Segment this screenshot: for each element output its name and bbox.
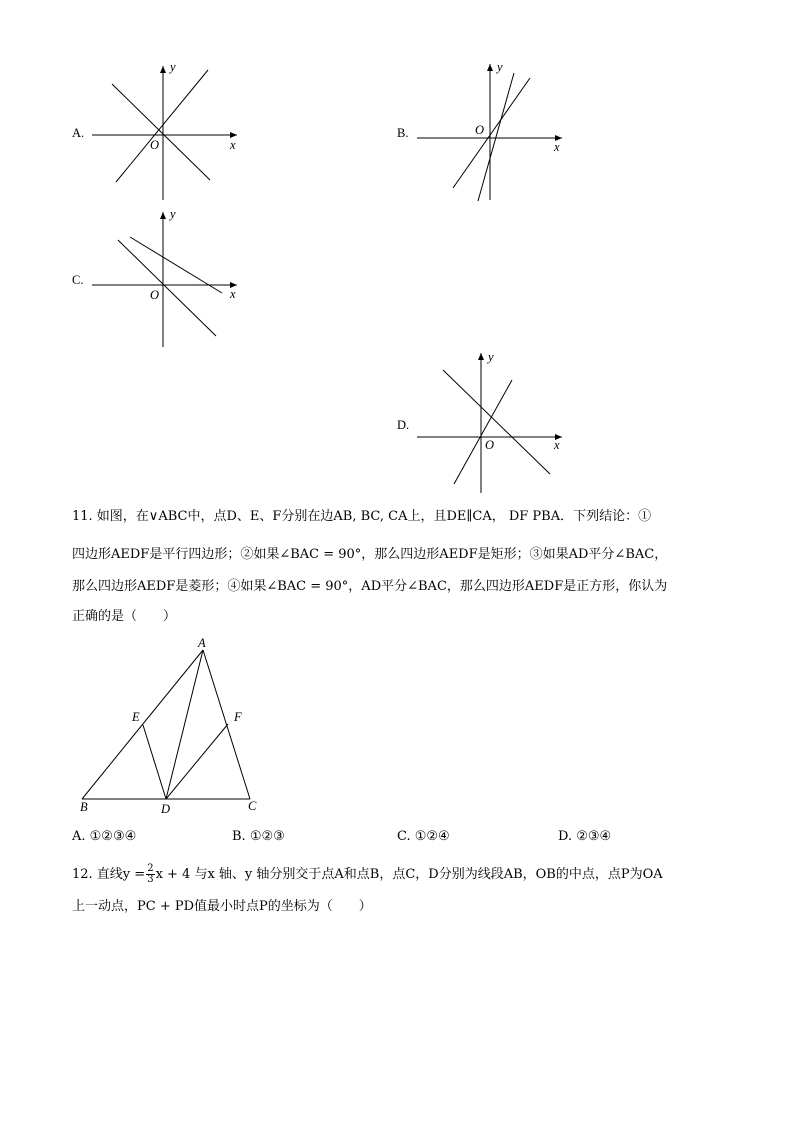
point-d-label: D [161, 802, 171, 816]
q11-line-3: 那么四边形AEDF是菱形；④如果∠BAC = 90°，AD平分∠BAC，那么四边形AEDF是正方形，你认为 [72, 579, 668, 594]
option-a-x-label: x [230, 138, 236, 152]
segment-de [143, 725, 166, 799]
q12-frac-den: 3 [147, 874, 154, 885]
option-d-y-label: y [488, 350, 494, 364]
point-c-label: C [248, 799, 257, 813]
option-d-origin-label: O [485, 438, 495, 452]
q11-line-2: 四边形AEDF是平行四边形；②如果∠BAC = 90°，那么四边形AEDF是矩形；③如果AD平分∠BAC， [72, 547, 668, 562]
q11-option-a[interactable]: A. ①②③④ [72, 829, 137, 844]
option-c-x-label: x [230, 287, 236, 301]
option-b-label[interactable]: B. [397, 126, 409, 140]
q12-frac-num: 2 [147, 863, 154, 874]
option-b-x-label: x [554, 140, 560, 154]
option-b-origin-label: O [475, 123, 485, 137]
q11-option-b[interactable]: B. ①②③ [232, 829, 285, 844]
option-a-origin-label: O [150, 138, 160, 152]
segment-ac [203, 650, 250, 799]
q11-option-c[interactable]: C. ①②④ [397, 829, 450, 844]
option-a-label[interactable]: A. [72, 126, 85, 140]
q12-line-1 [72, 864, 663, 885]
option-c-origin-label: O [150, 288, 160, 302]
point-e-label: E [132, 710, 140, 724]
option-c-y-label: y [170, 207, 176, 221]
q12-fraction [146, 864, 154, 885]
option-c-label[interactable]: C. [72, 273, 84, 287]
point-a-label: A [198, 636, 206, 650]
q12-prefix: 12. 直线y = [72, 867, 146, 882]
option-d-x-label: x [554, 438, 560, 452]
point-b-label: B [80, 800, 88, 814]
point-f-label: F [234, 710, 242, 724]
q11-line-1: 11. 如图，在∨ABC中，点D、E、F分别在边AB, BC, CA上，且DE∥CA， DF PBA．下列结论：① [72, 509, 652, 524]
q12-suffix: x + 4 与x 轴、y 轴分别交于点A和点B，点C，D分别为线段AB，OB的中点，点P为OA [155, 867, 663, 882]
option-b-y-label: y [497, 60, 503, 74]
q11-line-4: 正确的是（ ） [72, 609, 177, 624]
q12-line-2: 上一动点，PC + PD值最小时点P的坐标为（ ） [72, 899, 372, 914]
option-a-y-label: y [170, 60, 176, 74]
option-d-label[interactable]: D. [397, 418, 410, 432]
q11-option-d[interactable]: D. ②③④ [558, 829, 612, 844]
